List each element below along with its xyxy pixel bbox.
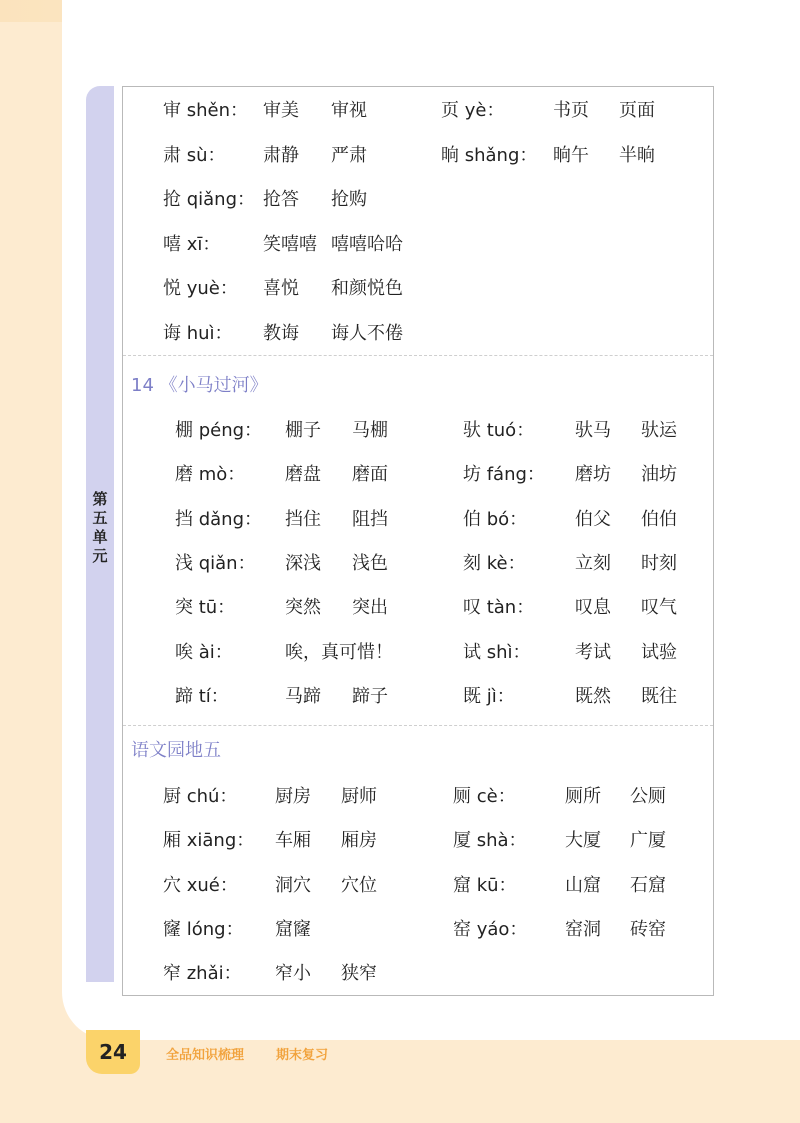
example-word: 石窟 bbox=[630, 874, 666, 896]
example-word: 挡住 bbox=[285, 508, 321, 530]
character-pinyin: 窿 lóng： bbox=[163, 918, 244, 940]
character-pinyin: 肃 sù： bbox=[163, 144, 226, 166]
example-word: 磨坊 bbox=[575, 464, 611, 486]
example-word: 油坊 bbox=[641, 464, 677, 486]
example-word: 阻挡 bbox=[352, 508, 388, 530]
example-word: 书页 bbox=[553, 100, 589, 121]
character-pinyin: 唉 ài： bbox=[175, 641, 233, 663]
vocab-row bbox=[123, 682, 713, 712]
example-word: 叹气 bbox=[641, 597, 677, 619]
character-pinyin: 突 tū： bbox=[175, 597, 236, 619]
vocab-row bbox=[123, 505, 713, 535]
character-pinyin: 窄 zhǎi： bbox=[163, 963, 242, 985]
example-word: 试验 bbox=[641, 641, 677, 663]
example-word: 突出 bbox=[352, 597, 388, 619]
character-pinyin: 诲 huì： bbox=[163, 322, 233, 344]
page-number: 24 bbox=[86, 1030, 140, 1074]
character-pinyin: 蹄 tí： bbox=[175, 685, 229, 707]
example-word: 晌午 bbox=[553, 144, 589, 166]
example-word: 和颜悦色 bbox=[331, 278, 403, 299]
vocab-row bbox=[123, 593, 713, 623]
example-word: 伯父 bbox=[575, 508, 611, 530]
character-pinyin: 叹 tàn： bbox=[463, 597, 535, 619]
example-word: 驮马 bbox=[575, 420, 611, 441]
vocab-row bbox=[123, 871, 713, 901]
unit-label: 第五单元 bbox=[92, 490, 108, 565]
character-pinyin: 伯 bó： bbox=[463, 508, 528, 530]
example-word: 驮运 bbox=[641, 420, 677, 441]
character-pinyin: 穴 xué： bbox=[163, 874, 238, 896]
example-word: 磨面 bbox=[352, 464, 388, 486]
example-word: 砖窑 bbox=[630, 918, 666, 940]
example-word: 浅色 bbox=[352, 552, 388, 574]
example-word: 广厦 bbox=[630, 830, 666, 852]
example-word: 深浅 bbox=[285, 552, 321, 574]
vocab-row bbox=[123, 141, 713, 171]
example-word: 窑洞 bbox=[565, 918, 601, 940]
example-word: 车厢 bbox=[275, 830, 311, 852]
example-word: 喜悦 bbox=[263, 278, 299, 299]
example-word: 嘻嘻哈哈 bbox=[331, 233, 403, 255]
example-word: 既往 bbox=[641, 685, 677, 707]
example-word: 考试 bbox=[575, 641, 611, 663]
character-pinyin: 厦 shà： bbox=[453, 830, 527, 852]
example-word: 抢答 bbox=[263, 189, 299, 210]
footer-subtitle: 期末复习 bbox=[276, 1048, 329, 1063]
example-word: 审美 bbox=[263, 100, 299, 121]
example-word: 肃静 bbox=[263, 144, 299, 166]
example-word: 半晌 bbox=[619, 144, 655, 166]
character-pinyin: 窟 kū： bbox=[453, 874, 517, 896]
character-pinyin: 浅 qiǎn： bbox=[175, 552, 256, 574]
yuwen-yuandi-heading: 语文园地五 bbox=[131, 740, 221, 761]
example-word: 山窟 bbox=[565, 874, 601, 896]
character-pinyin: 驮 tuó： bbox=[463, 420, 535, 441]
character-pinyin: 审 shěn： bbox=[163, 100, 248, 121]
vocab-row bbox=[123, 274, 713, 304]
example-word: 厕所 bbox=[565, 786, 601, 807]
example-word: 马棚 bbox=[352, 420, 388, 441]
example-word: 严肃 bbox=[331, 144, 367, 166]
example-word: 蹄子 bbox=[352, 685, 388, 707]
character-pinyin: 抢 qiǎng： bbox=[163, 189, 256, 210]
character-pinyin: 厨 chú： bbox=[163, 786, 238, 807]
example-word: 审视 bbox=[331, 100, 367, 121]
example-word: 诲人不倦 bbox=[331, 322, 403, 344]
example-word: 厨房 bbox=[275, 786, 311, 807]
section-divider bbox=[123, 725, 713, 726]
example-word: 笑嘻嘻 bbox=[263, 233, 317, 255]
example-word: 窟窿 bbox=[275, 918, 311, 940]
section-divider bbox=[123, 355, 713, 356]
example-word: 磨盘 bbox=[285, 464, 321, 486]
character-pinyin: 挡 dǎng： bbox=[175, 508, 263, 530]
example-word: 洞穴 bbox=[275, 874, 311, 896]
vocab-row bbox=[123, 96, 713, 126]
example-word: 既然 bbox=[575, 685, 611, 707]
example-word: 教诲 bbox=[263, 322, 299, 344]
vocab-row bbox=[123, 549, 713, 579]
character-pinyin: 磨 mò： bbox=[175, 464, 246, 486]
footer-title: 全品知识梳理 bbox=[166, 1048, 245, 1063]
character-pinyin: 厢 xiāng： bbox=[163, 830, 255, 852]
example-word: 马蹄 bbox=[285, 685, 321, 707]
character-pinyin: 悦 yuè： bbox=[163, 278, 238, 299]
example-word: 叹息 bbox=[575, 597, 611, 619]
example-word: 厢房 bbox=[341, 830, 377, 852]
example-word: 厨师 bbox=[341, 786, 377, 807]
character-pinyin: 坊 fáng： bbox=[463, 464, 545, 486]
lesson-14-heading: 14 《小马过河》 bbox=[131, 375, 268, 396]
example-word: 唉，真可惜！ bbox=[285, 641, 393, 663]
character-pinyin: 晌 shǎng： bbox=[441, 144, 538, 166]
vocab-row bbox=[123, 959, 713, 989]
vocab-row bbox=[123, 185, 713, 215]
vocab-row bbox=[123, 416, 713, 446]
vocab-row bbox=[123, 782, 713, 812]
character-pinyin: 窑 yáo： bbox=[453, 918, 528, 940]
example-word: 抢购 bbox=[331, 189, 367, 210]
character-pinyin: 棚 péng： bbox=[175, 420, 263, 441]
character-pinyin: 嘻 xī： bbox=[163, 233, 221, 255]
character-pinyin: 刻 kè： bbox=[463, 552, 526, 574]
vocab-row bbox=[123, 915, 713, 945]
example-word: 穴位 bbox=[341, 874, 377, 896]
vocab-row bbox=[123, 638, 713, 668]
vocab-row bbox=[123, 460, 713, 490]
vocab-box bbox=[122, 86, 714, 996]
example-word: 大厦 bbox=[565, 830, 601, 852]
example-word: 伯伯 bbox=[641, 508, 677, 530]
character-pinyin: 既 jì： bbox=[463, 685, 515, 707]
example-word: 窄小 bbox=[275, 963, 311, 985]
character-pinyin: 试 shì： bbox=[463, 641, 531, 663]
vocab-row bbox=[123, 319, 713, 349]
example-word: 狭窄 bbox=[341, 963, 377, 985]
example-word: 公厕 bbox=[630, 786, 666, 807]
example-word: 棚子 bbox=[285, 420, 321, 441]
vocab-row bbox=[123, 826, 713, 856]
example-word: 立刻 bbox=[575, 552, 611, 574]
example-word: 页面 bbox=[619, 100, 655, 121]
vocab-row bbox=[123, 230, 713, 260]
example-word: 时刻 bbox=[641, 552, 677, 574]
example-word: 突然 bbox=[285, 597, 321, 619]
character-pinyin: 页 yè： bbox=[441, 100, 505, 121]
character-pinyin: 厕 cè： bbox=[453, 786, 516, 807]
